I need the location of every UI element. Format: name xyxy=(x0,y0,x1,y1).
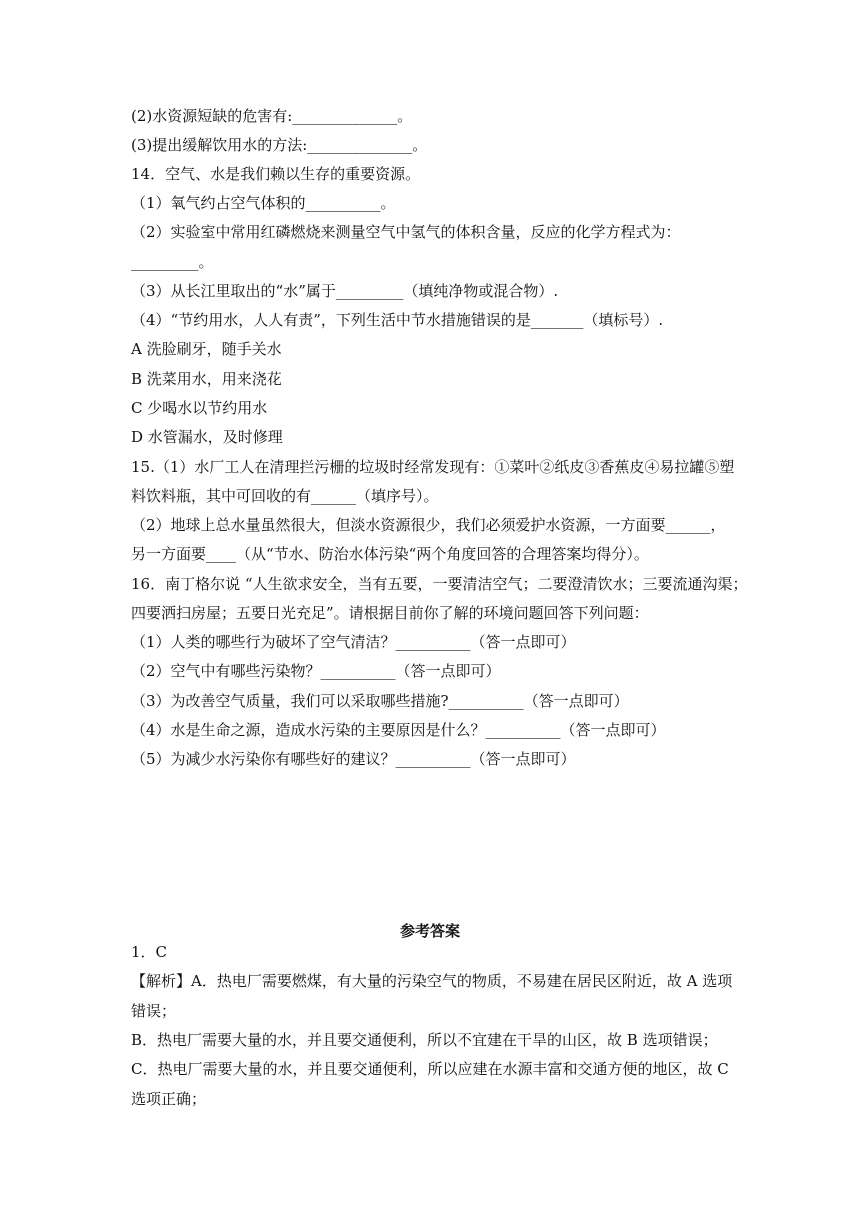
explanation-c-cont: 选项正确； xyxy=(131,1090,207,1108)
q14-option-b: B 洗菜用水，用来浇花 xyxy=(131,370,282,388)
q13-2-line: (2)水资源短缺的危害有:______________。 xyxy=(131,107,413,125)
explanation-a-cont: 错误； xyxy=(131,1002,177,1020)
q15-1-cont: 料饮料瓶，其中可回收的有______（填序号）。 xyxy=(131,487,439,505)
q14-stem: 14．空气、水是我们赖以生存的重要资源。 xyxy=(131,165,421,183)
q16-stem: 16．南丁格尔说 “人生欲求安全，当有五要，一要清洁空气；二要澄清饮水；三要流通沟渠； xyxy=(131,575,748,593)
q14-2-line: （2）实验室中常用红磷燃烧来测量空气中氢气的体积含量，反应的化学方程式为： xyxy=(131,223,681,241)
q14-option-d: D 水管漏水，及时修理 xyxy=(131,428,283,446)
q13-3-line: (3)提出缓解饮用水的方法:______________。 xyxy=(131,136,428,154)
q14-option-c: C 少喝水以节约用水 xyxy=(131,399,268,417)
explanation-c: C．热电厂需要大量的水，并且要交通便利，所以应建在水源丰富和交通方便的地区，故 C xyxy=(131,1060,729,1078)
q16-2-line: （2）空气中有哪些污染物？__________（答一点即可） xyxy=(131,662,501,680)
q14-3-line: （3）从长江里取出的“水”属于_________（填纯净物或混合物）. xyxy=(131,282,559,300)
q15-2-line: （2）地球上总水量虽然很大，但淡水资源很少，我们必须爱护水资源，一方面要______， xyxy=(131,516,726,534)
q14-1-line: （1）氧气约占空气体积的__________。 xyxy=(131,194,396,212)
answer-1: 1．C xyxy=(131,943,168,961)
q15-1-line: 15.（1）水厂工人在清理拦污栅的垃圾时经常发现有：①菜叶②纸皮③香蕉皮④易拉罐⑤塑 xyxy=(131,458,735,476)
q16-stem-cont: 四要洒扫房屋；五要日光充足”。请根据目前你了解的环境问题回答下列问题： xyxy=(131,604,649,622)
answers-title: 参考答案 xyxy=(399,922,460,940)
q16-4-line: （4）水是生命之源，造成水污染的主要原因是什么？__________（答一点即可） xyxy=(131,721,666,739)
explanation-b: B．热电厂需要大量的水，并且要交通便利，所以不宜建在干旱的山区，故 B 选项错误； xyxy=(131,1031,718,1049)
q15-2-cont: 另一方面要____（从“节水、防治水体污染“两个角度回答的合理答案均得分）。 xyxy=(131,545,649,563)
q16-1-line: （1）人类的哪些行为破坏了空气清洁？__________（答一点即可） xyxy=(131,633,576,651)
q16-5-line: （5）为减少水污染你有哪些好的建议？__________（答一点即可） xyxy=(131,750,576,768)
explanation-a: 【解析】A．热电厂需要燃煤，有大量的污染空气的物质，不易建在居民区附近，故 A 选项 xyxy=(131,972,733,990)
q14-option-a: A 洗脸刷牙，随手关水 xyxy=(131,340,282,358)
q16-3-line: （3）为改善空气质量，我们可以采取哪些措施?__________（答一点即可） xyxy=(131,692,629,710)
q14-2-blank: _________。 xyxy=(131,253,214,271)
q14-4-line: （4）“节约用水，人人有责”，下列生活中节水措施错误的是_______（填标号）. xyxy=(131,311,664,329)
